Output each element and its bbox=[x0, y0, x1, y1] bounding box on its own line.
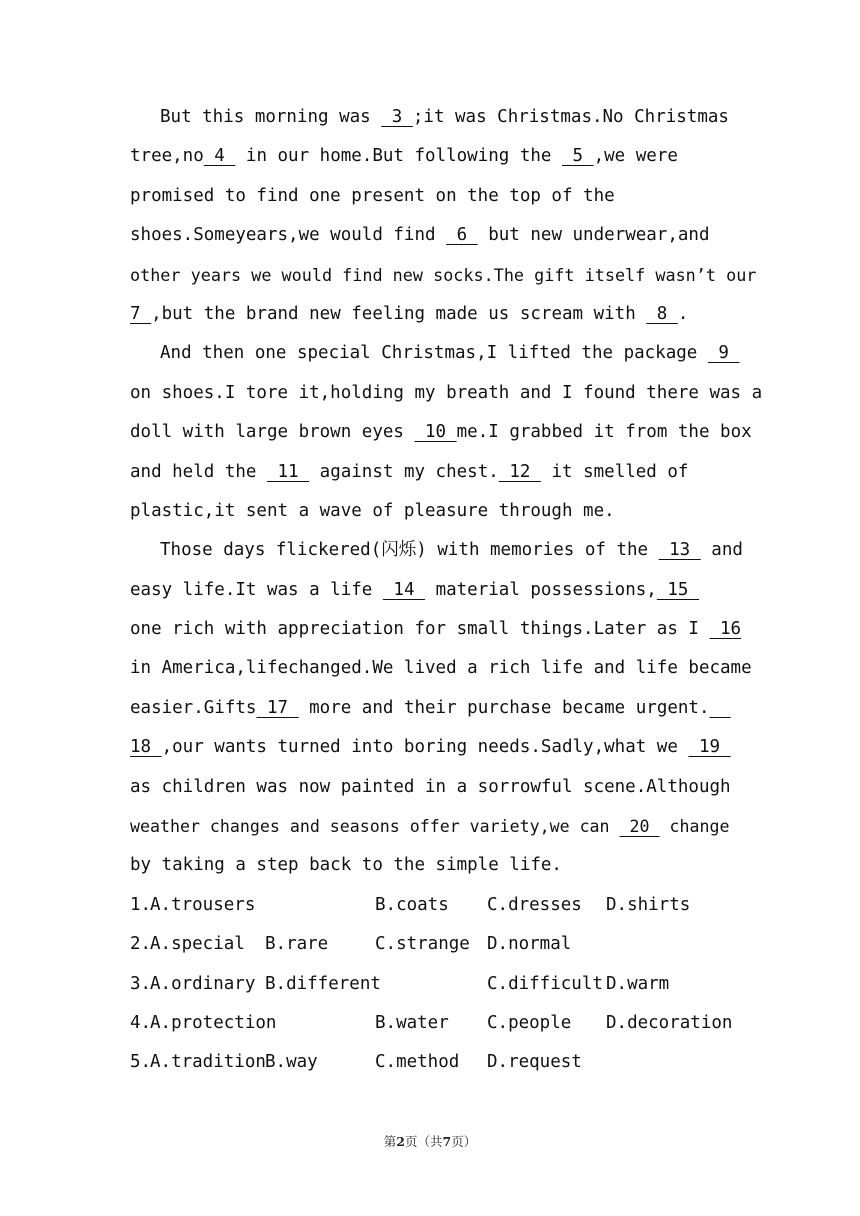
blank-5: 5 bbox=[562, 146, 594, 167]
text: But this morning was bbox=[160, 107, 382, 127]
blank-7: 7 bbox=[130, 303, 152, 324]
text: and bbox=[700, 540, 743, 561]
footer-text: 页（共 bbox=[404, 1134, 443, 1149]
passage-line bbox=[130, 610, 742, 649]
question-2-options bbox=[130, 925, 734, 964]
text: Those days flickered( bbox=[160, 540, 382, 561]
question-5-options bbox=[130, 1043, 734, 1082]
text: but new underwear,and bbox=[477, 225, 710, 246]
text: ,we were bbox=[593, 146, 678, 167]
question-number: 4. bbox=[130, 1012, 152, 1033]
passage-line: as children was now painted in a sorrowful scene.Although bbox=[130, 776, 731, 797]
blank-9: 9 bbox=[707, 343, 740, 364]
passage-line: promised to find one present on the top of the bbox=[130, 185, 615, 206]
option-d: D.warm bbox=[606, 973, 670, 994]
option-d: D.decoration bbox=[606, 1012, 733, 1033]
blank-14: 14 bbox=[382, 579, 426, 600]
passage-line: other years we would find new socks.The gift itself wasn’t our bbox=[130, 264, 757, 285]
blank-11: 11 bbox=[266, 461, 310, 482]
footer-text: 页） bbox=[451, 1134, 477, 1149]
passage-line bbox=[130, 453, 734, 492]
passage-line bbox=[130, 571, 734, 610]
blank-17: 17 bbox=[256, 697, 299, 718]
passage-line: in America,lifechanged.We lived a rich life and life became bbox=[130, 658, 752, 679]
blank-12: 12 bbox=[498, 461, 541, 482]
passage-line bbox=[130, 334, 740, 373]
passage-line bbox=[130, 689, 734, 728]
footer-text: 第 bbox=[383, 1134, 397, 1149]
question-1-options bbox=[130, 886, 734, 925]
text: tree,no bbox=[130, 146, 204, 167]
blank-18: 18 bbox=[130, 737, 162, 758]
option-d: D.shirts bbox=[606, 894, 691, 915]
text: and held the bbox=[130, 461, 267, 482]
option-a: A.ordinary bbox=[150, 973, 256, 994]
text: ;it was Christmas.No Christmas bbox=[412, 107, 729, 127]
page-footer bbox=[0, 1132, 860, 1150]
question-4-options bbox=[130, 1004, 734, 1043]
text: it smelled of bbox=[540, 461, 689, 482]
text: one rich with appreciation for small things.Later as I bbox=[130, 619, 710, 640]
question-number: 3. bbox=[130, 973, 152, 994]
text: more and their purchase became urgent. bbox=[298, 697, 710, 718]
text: material possessions, bbox=[425, 579, 657, 600]
option-c: C.people bbox=[487, 1012, 572, 1033]
option-a: A.protection bbox=[150, 1012, 277, 1033]
blank-15: 15 bbox=[656, 579, 699, 600]
passage-line: on shoes.I tore it,holding my breath and I found there was a bbox=[130, 382, 763, 403]
text: ) with memories of the bbox=[416, 540, 659, 561]
passage-line bbox=[130, 531, 743, 570]
text: 闪烁 bbox=[381, 540, 417, 561]
text: easier.Gifts bbox=[130, 697, 257, 718]
passage-line bbox=[130, 137, 734, 176]
text: easy life.It was a life bbox=[130, 579, 383, 600]
passage-line bbox=[130, 98, 734, 137]
passage-line bbox=[130, 216, 734, 255]
question-number: 1. bbox=[130, 894, 152, 915]
option-b: B.rare bbox=[265, 934, 329, 955]
option-d: D.normal bbox=[487, 934, 572, 955]
passage-line: by taking a step back to the simple life. bbox=[130, 855, 562, 876]
question-3-options bbox=[130, 965, 734, 1004]
blank-4: 4 bbox=[203, 146, 236, 167]
passage-line bbox=[130, 295, 734, 334]
blank-19: 19 bbox=[688, 737, 731, 758]
text: doll with large brown eyes bbox=[130, 422, 415, 443]
question-number: 2. bbox=[130, 934, 152, 955]
blank-3: 3 bbox=[381, 107, 413, 127]
option-c: C.method bbox=[375, 1052, 460, 1073]
option-d: D.request bbox=[487, 1052, 582, 1073]
passage-line bbox=[130, 728, 734, 767]
blank-10: 10 bbox=[414, 422, 457, 443]
option-b: B.water bbox=[375, 1012, 449, 1033]
blank-20: 20 bbox=[619, 817, 660, 837]
passage-line bbox=[130, 413, 752, 452]
option-c: C.dresses bbox=[487, 894, 582, 915]
text: ,but the brand new feeling made us scream with bbox=[151, 303, 647, 324]
text: shoes.Someyears,we would find bbox=[130, 225, 447, 246]
text: And then one special Christmas,I lifted the package bbox=[160, 343, 708, 364]
blank-16: 16 bbox=[709, 619, 742, 640]
passage-line: plastic,it sent a wave of pleasure through me. bbox=[130, 500, 615, 521]
blank-13: 13 bbox=[658, 540, 701, 561]
text: . bbox=[677, 303, 689, 324]
blank-8: 8 bbox=[646, 303, 678, 324]
page-number: 2 bbox=[396, 1134, 405, 1149]
option-a: A.special bbox=[150, 934, 245, 955]
option-a: A.trousers bbox=[150, 894, 256, 915]
text: me.I grabbed it from the box bbox=[456, 422, 752, 443]
text: weather changes and seasons offer variety,we can bbox=[130, 817, 620, 837]
passage-line bbox=[130, 807, 734, 846]
blank-18-start bbox=[710, 689, 731, 728]
option-b: B.coats bbox=[375, 894, 449, 915]
question-number: 5. bbox=[130, 1052, 152, 1073]
text: change bbox=[659, 817, 730, 837]
text: in our home.But following the bbox=[235, 146, 562, 167]
option-c: C.difficult bbox=[487, 973, 603, 994]
option-b: B.way bbox=[265, 1052, 318, 1073]
text: against my chest. bbox=[309, 461, 499, 482]
option-b: B.different bbox=[265, 973, 381, 994]
total-pages: 7 bbox=[442, 1134, 452, 1149]
blank-6: 6 bbox=[446, 225, 478, 246]
option-a: A.tradition bbox=[150, 1052, 266, 1073]
text: ,our wants turned into boring needs.Sadly,what we bbox=[161, 737, 689, 758]
option-c: C.strange bbox=[375, 934, 470, 955]
passage bbox=[130, 98, 763, 1083]
